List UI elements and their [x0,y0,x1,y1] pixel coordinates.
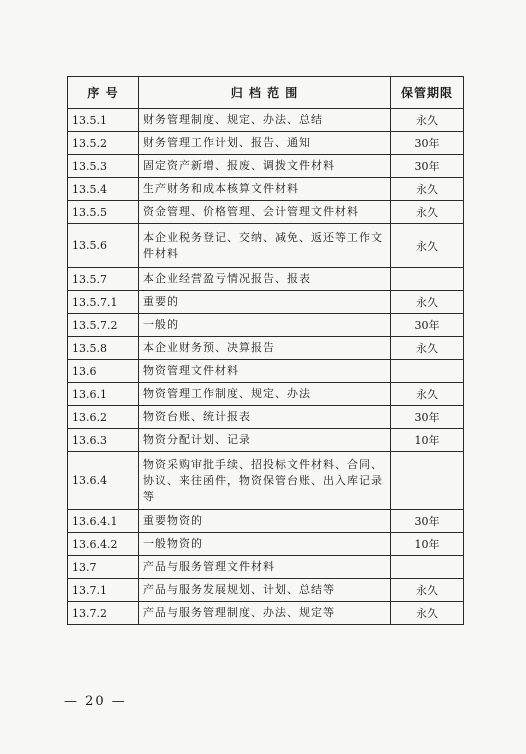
row-period: 30年 [391,155,464,178]
table-row [68,291,464,314]
row-number: 13.6.4 [68,452,139,510]
row-number: 13.5.1 [68,109,139,132]
row-scope: 物资管理文件材料 [139,360,391,383]
table-row [68,155,464,178]
table-row [68,109,464,132]
row-period: 永久 [391,201,464,224]
row-number: 13.7.2 [68,602,139,625]
row-scope: 重要的 [139,291,391,314]
page-number: — 20 — [64,694,127,709]
row-scope: 财务管理制度、规定、办法、总结 [139,109,391,132]
row-number: 13.6.4.1 [68,510,139,533]
row-period: 30年 [391,314,464,337]
row-number: 13.5.5 [68,201,139,224]
row-scope: 财务管理工作计划、报告、通知 [139,132,391,155]
row-scope: 重要物资的 [139,510,391,533]
row-scope: 产品与服务管理文件材料 [139,556,391,579]
row-number: 13.5.7.1 [68,291,139,314]
table-row [68,201,464,224]
table-row [68,452,464,510]
row-scope: 本企业财务预、决算报告 [139,337,391,360]
row-number: 13.5.7 [68,268,139,291]
table-row [68,602,464,625]
header-archive-scope: 归 档 范 围 [139,77,391,109]
row-number: 13.5.7.2 [68,314,139,337]
table-row [68,178,464,201]
row-number: 13.5.6 [68,224,139,268]
row-period: 10年 [391,429,464,452]
row-scope: 一般物资的 [139,533,391,556]
table-row [68,360,464,383]
row-number: 13.6.4.2 [68,533,139,556]
archive-retention-table [67,76,464,625]
row-scope: 本企业税务登记、交纳、减免、返还等工作文件材料 [139,224,391,268]
row-scope: 产品与服务管理制度、办法、规定等 [139,602,391,625]
table-row [68,406,464,429]
row-period: 永久 [391,291,464,314]
row-number: 13.5.4 [68,178,139,201]
row-number: 13.6.3 [68,429,139,452]
row-scope: 物资采购审批手续、招投标文件材料、合同、协议、来往函件，物资保管台账、出入库记录等 [139,452,391,510]
row-period [391,268,464,291]
row-scope: 物资分配计划、记录 [139,429,391,452]
table-row [68,383,464,406]
table-row [68,268,464,291]
header-retention-period: 保管期限 [391,77,464,109]
row-period: 30年 [391,406,464,429]
header-serial-number: 序 号 [68,77,139,109]
row-period: 30年 [391,132,464,155]
row-period [391,360,464,383]
row-number: 13.7.1 [68,579,139,602]
row-scope: 物资台账、统计报表 [139,406,391,429]
row-number: 13.5.3 [68,155,139,178]
table-row [68,132,464,155]
row-number: 13.7 [68,556,139,579]
row-number: 13.5.2 [68,132,139,155]
row-scope: 固定资产新增、报废、调拨文件材料 [139,155,391,178]
table-header-row [68,77,464,109]
row-scope: 一般的 [139,314,391,337]
table-row [68,314,464,337]
row-scope: 物资管理工作制度、规定、办法 [139,383,391,406]
table-row [68,510,464,533]
row-scope: 产品与服务发展规划、计划、总结等 [139,579,391,602]
row-period [391,556,464,579]
row-period: 永久 [391,579,464,602]
row-scope: 本企业经营盈亏情况报告、报表 [139,268,391,291]
row-period: 10年 [391,533,464,556]
row-period: 永久 [391,383,464,406]
table-row [68,224,464,268]
table-row [68,533,464,556]
row-period: 永久 [391,109,464,132]
table-row [68,337,464,360]
table-row [68,429,464,452]
table-row [68,556,464,579]
row-number: 13.6.2 [68,406,139,429]
row-period: 永久 [391,602,464,625]
row-number: 13.6.1 [68,383,139,406]
row-scope: 资金管理、价格管理、会计管理文件材料 [139,201,391,224]
row-period: 30年 [391,510,464,533]
row-period [391,452,464,510]
row-period: 永久 [391,224,464,268]
row-period: 永久 [391,178,464,201]
row-number: 13.6 [68,360,139,383]
row-period: 永久 [391,337,464,360]
table-row [68,579,464,602]
row-number: 13.5.8 [68,337,139,360]
row-scope: 生产财务和成本核算文件材料 [139,178,391,201]
